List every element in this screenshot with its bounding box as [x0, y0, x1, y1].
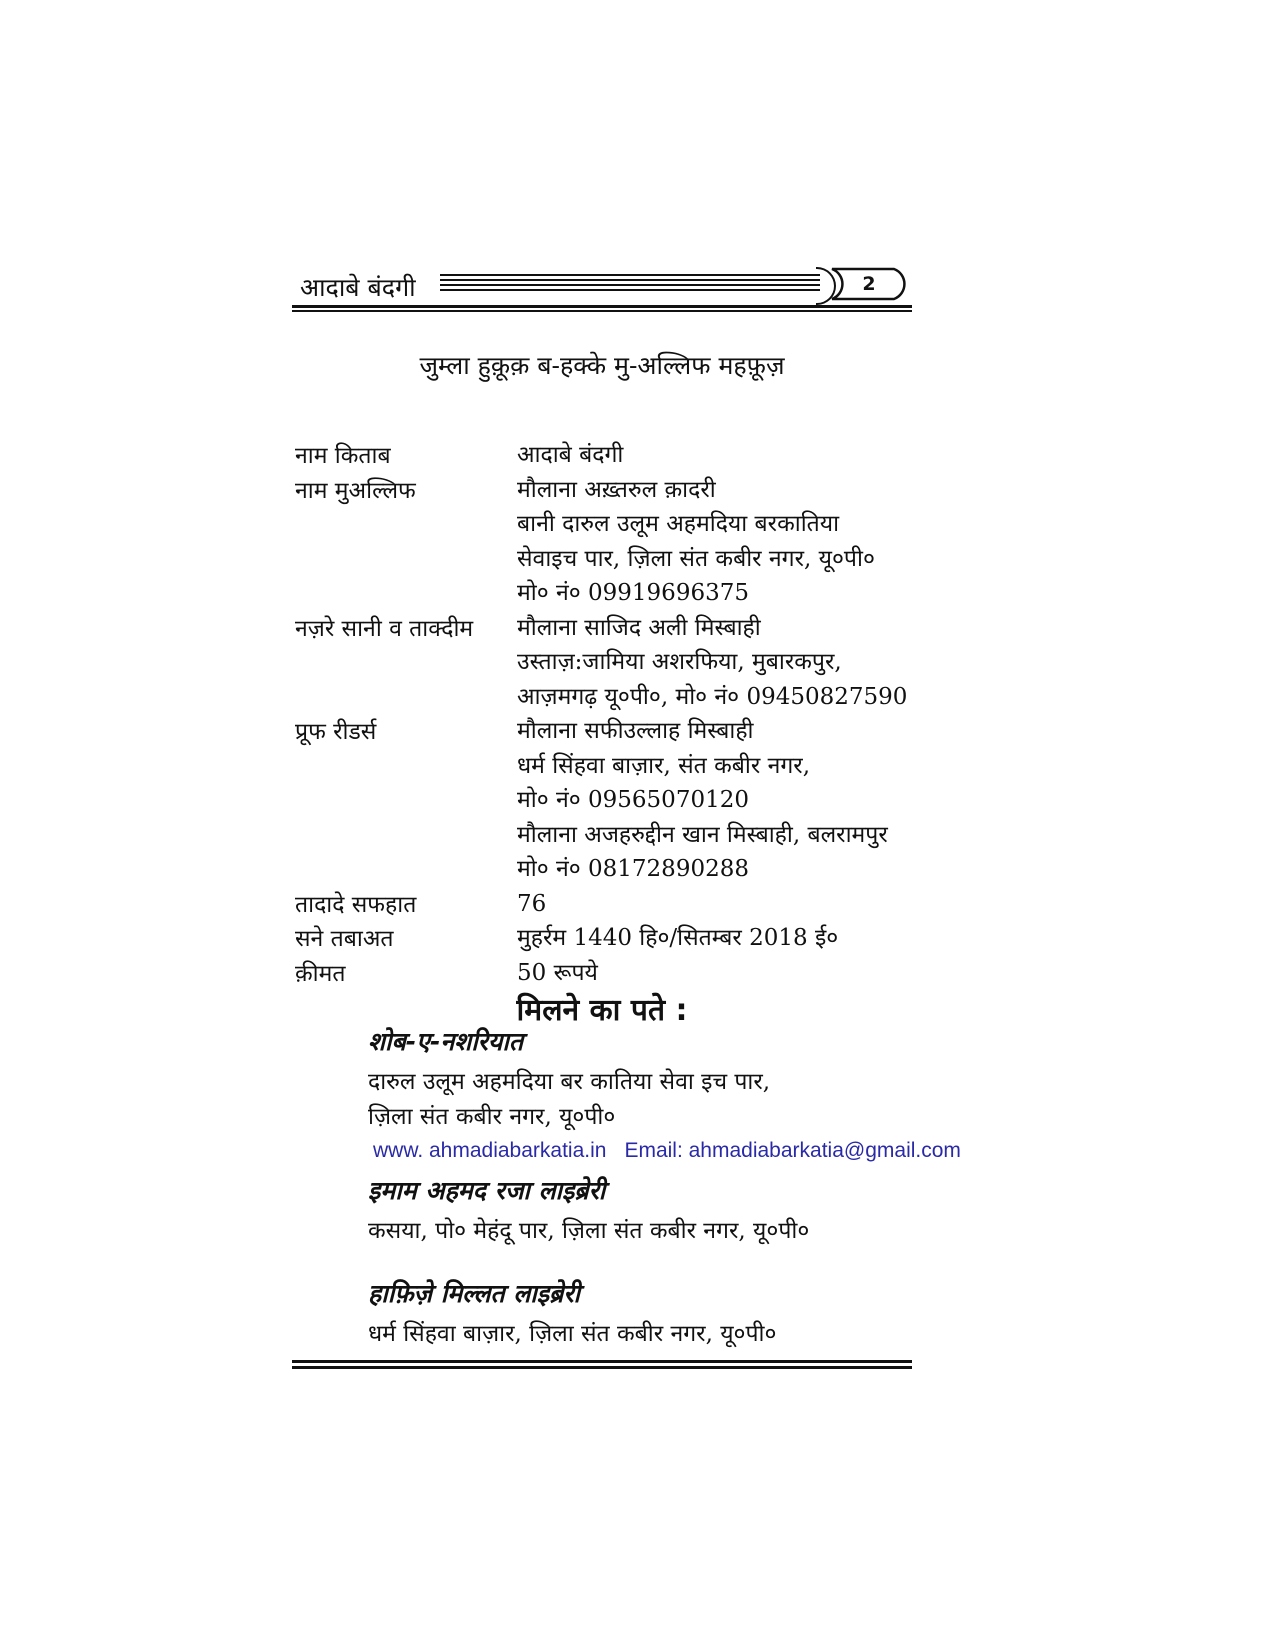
detail-row-print-date: [295, 921, 935, 956]
page-number-badge: [826, 267, 912, 301]
detail-value: बानी दारुल उलूम अहमदिया बरकातिया: [517, 511, 840, 537]
detail-value: सेवाइच पार, ज़िला संत कबीर नगर, यू०पी०: [517, 545, 875, 572]
detail-value: मो० नं० 08172890288: [517, 856, 749, 882]
footer-rule: [292, 1360, 912, 1369]
detail-value: उस्ताज़:जामिया अशरफिया, मुबारकपुर,: [517, 649, 842, 675]
detail-value: मौलाना साजिद अली मिस्बाही: [517, 614, 761, 641]
detail-value: मो० नं० 09919696375: [517, 580, 749, 606]
website-link[interactable]: www. ahmadiabarkatia.in: [373, 1139, 607, 1162]
detail-value: मो० नं० 09565070120: [517, 787, 749, 813]
header-decorative-lines: [440, 274, 820, 296]
hafize-library-address: धर्म सिंहवा बाज़ार, ज़िला संत कबीर नगर, यू०पी०: [368, 1321, 777, 1347]
detail-value: 76: [517, 890, 547, 917]
detail-label: सने तबाअत: [295, 926, 394, 952]
detail-label: नाम मुअल्लिफ: [295, 477, 416, 504]
publication-dept-name: शोब-ए-नशरियात: [368, 1027, 524, 1056]
detail-label: नज़रे सानी व ताक्दीम: [295, 615, 474, 642]
detail-value: मौलाना सफीउल्लाह मिस्बाही: [517, 718, 754, 744]
hafize-library-name: हाफ़िज़े मिल्लत लाइब्रेरी: [368, 1279, 581, 1308]
detail-label: क़ीमत: [295, 960, 346, 987]
running-header: [292, 264, 912, 314]
book-title: आदाबे बंदगी: [300, 273, 416, 302]
imam-library-address: कसया, पो० मेहंदू पार, ज़िला संत कबीर नगर, यू०पी०: [368, 1218, 810, 1244]
detail-value: आदाबे बंदगी: [517, 442, 624, 468]
book-details: [295, 438, 935, 990]
header-rule: [292, 305, 912, 312]
detail-row-page-count: [295, 887, 935, 922]
availability-heading: मिलने का पते :: [516, 993, 688, 1028]
detail-label: प्रूफ रीडर्स: [295, 719, 377, 745]
detail-row-proof-readers: [295, 714, 935, 887]
email-link[interactable]: Email: ahmadiabarkatia@gmail.com: [624, 1139, 961, 1162]
imam-library-name: इमाम अहमद रजा लाइब्रेरी: [368, 1176, 606, 1205]
detail-value: 50 रूपये: [517, 959, 598, 986]
publication-dept-address: ज़िला संत कबीर नगर, यू०पी०: [368, 1104, 616, 1130]
contact-web-line: [373, 1139, 961, 1163]
detail-label: नाम किताब: [295, 443, 391, 469]
detail-value: मौलाना अख़्तरुल क़ादरी: [517, 476, 716, 503]
detail-row-price: [295, 956, 935, 991]
detail-value: मौलाना अजहरुद्दीन खान मिस्बाही, बलरामपुर: [517, 821, 888, 848]
detail-row-author: [295, 473, 935, 611]
detail-row-book-name: [295, 438, 935, 473]
detail-label: तादादे सफहात: [295, 891, 417, 918]
detail-row-review: [295, 611, 935, 715]
page-number: 2: [862, 273, 876, 295]
detail-value: धर्म सिंहवा बाज़ार, संत कबीर नगर,: [517, 752, 810, 779]
publication-dept-address: दारुल उलूम अहमदिया बर कातिया सेवा इच पार,: [368, 1069, 771, 1095]
copyright-notice: जुम्ला हुक़ूक़ ब-हक्के मु-अल्लिफ महफ़ूज़: [419, 351, 785, 380]
detail-value: आज़मगढ़ यू०पी०, मो० नं० 09450827590: [517, 683, 908, 710]
detail-value: मुहर्रम 1440 हि०/सितम्बर 2018 ई०: [517, 925, 839, 951]
